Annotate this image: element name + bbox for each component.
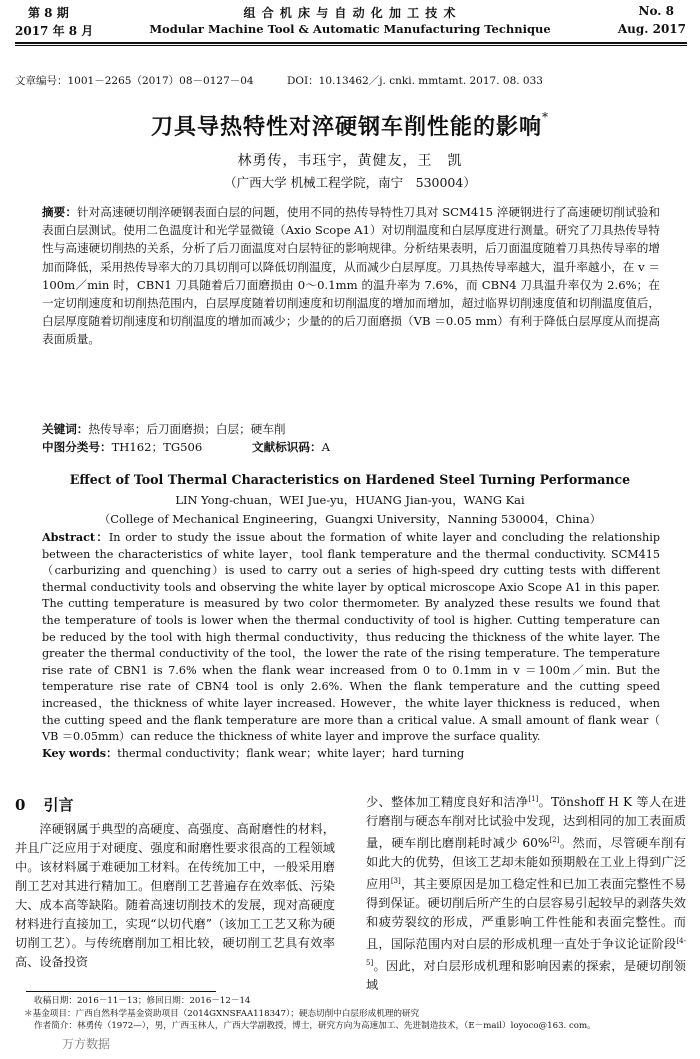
footnote-author: 作者简介：林勇传（1972—），男，广西玉林人，广西大学副教授，博士，研究方向为高速加工、先进制造技术，（E－mail）loyoco@163. com。: [34, 1021, 596, 1032]
article-number: 文章编号：1001－2265（2017）08－0127－04: [15, 75, 254, 87]
abstract-cn-text: 针对高速硬切削淬硬钢表面白层的问题，使用不同的热传导特性刀具对 SCM415 淬硬钢进行了高速硬切削试验和表面白层测试。使用二色温度计和光学显微镜（Axio Scope A1）对切削温度和白层厚度进行测量。研究了刀具热传导特性与高速硬切削热的关系，分析了后刀面温度对白层特征的影响规律。分析结果表明，后刀面温度随着刀具热传导率的增加而降低，采用热传导率大的刀具切削可以降低切削温度，从而减少白层厚度。刀具热传导率越大，温升率越小，在 v ＝100m／min 时，CBN1 刀具随着后刀面磨损由 0～0.1mm 的温升率为 7.6%，而 CBN4 刀具温升率仅为 2.6%；在一定切削速度和切削热范围内，白层厚度随着切削速度和切削温度的增加而增加，超过临界切削速度值和切削温度值后，白层厚度随着切削速度和切削温度的增加而减少；少量的的后刀面磨损（VB ＝0.05 mm）有利于降低白层厚度从而提高表面质量。: [42, 205, 660, 347]
authors-cn: 林勇传，韦珏宇，黄健友，王 凯: [237, 153, 463, 169]
body-column-right: 少、整体加工精度良好和洁净[1]。Tönshoff H K 等人在进行磨削与硬态车削对比试验中发现，达到相同的加工表面质量，硬车削比磨削耗时减少 60%[2]。然而，尽管硬车削有如此大的优势，但该工艺却未能如预期般在工业上得到广泛应用[3]，其主要原因是加工稳定性和已加工表面完整性不易得到保证。硬切削后所产生的白层容易引起较早的剥落失效和疲劳裂纹的形成，严重影响工件性能和表面完整性。而且，国际范围内对白层的形成机理一直处于争议论证阶段[4-5]。因此，对白层形成机理和影响因素的探索，是硬切削领域: [366, 795, 687, 993]
year-month-cn: 2017 年 8 月: [15, 24, 94, 38]
doi: DOI：10.13462／j. cnki. mmtamt. 2017. 08. 033: [287, 75, 543, 87]
keywords-en: Key words：thermal conductivity；flank wear；white layer；hard turning: [42, 746, 465, 760]
title-en: Effect of Tool Thermal Characteristics on Hardened Steel Turning Performance: [69, 472, 631, 487]
section-heading: 0 引言: [15, 796, 74, 814]
citation-3: [3]: [390, 877, 401, 886]
authors-en: LIN Yong-chuan，WEI Jue-yu，HUANG Jian-you，WANG Kai: [175, 493, 525, 507]
title-cn: 刀具导热特性对淬硬钢车削性能的影响*: [150, 110, 549, 140]
date-en: Aug. 2017: [617, 22, 686, 36]
citation-2: [2]: [549, 836, 560, 845]
citation-1: [1]: [528, 795, 539, 803]
body-column-left: 淬硬钢属于典型的高硬度、高强度、高耐磨性的材料，并且广泛应用于对硬度、强度和耐磨性要求很高的工程领域中。该材料属于难硬加工材料。在传统加工中，一般采用磨削工艺对其进行精加工。但磨削工艺普遍存在效率低、污染大、成本高等缺陷。随着高速切削技术的发展，现对高硬度材料进行直接加工，实现“以切代磨”（该加工工艺又称为硬切削工艺）。与传统磨削加工相比较，硬切削工艺具有效率高、设备投资: [15, 822, 335, 969]
affiliation-en: （College of Mechanical Engineering，Guangxi University，Nanning 530004，China）: [98, 512, 602, 526]
header-rule: [15, 42, 687, 44]
header-rule-thin: [15, 45, 687, 46]
classification-cn: 中图分类号：TH162；TG506: [42, 440, 203, 454]
footnote-fund: ＊基金项目：广西自然科学基金资助项目（2014GXNSFAA118347）；硬态切削中白层形成机理的研究: [24, 1008, 420, 1019]
document-code-cn: 文献标识码：A: [252, 440, 330, 454]
journal-name-en: Modular Machine Tool & Automatic Manufacturing Technique: [149, 22, 551, 36]
footnotes: [24, 995, 684, 1033]
abstract-cn-label: 摘要：: [42, 205, 77, 219]
issue-en: No. 8: [638, 4, 674, 18]
abstract-en-label: Abstract：: [42, 530, 109, 544]
keywords-cn: 关键词：热传导率；后刀面磨损；白层；硬车削: [42, 422, 286, 436]
watermark: 万方数据: [62, 1037, 111, 1051]
journal-name-cn: 组 合 机 床 与 自 动 化 加 工 技 术: [243, 6, 457, 20]
abstract-en: [42, 529, 660, 746]
citation-4-5: [4-5]: [366, 937, 686, 968]
footnote-rule: [26, 991, 216, 992]
abstract-en-text: In order to study the issue about the formation of white layer and concluding the relationship between the characteristics of white layer，tool flank temperature and the thermal conductivity. SCM415（carburizing and quenching）is used to carry out a series of high-speed dry cutting tests with different thermal conductivity tools and observing the white layer by optical microscope Axio Scope A1 in this paper. The cutting temperature is measured by two color thermometer. By analyzed these results we found that the temperature of tools is lower when the thermal conductivity of tool is higher. Cutting temperature can be reduced by the tool with high thermal conductivity，thus reducing the thickness of the white layer. The greater the thermal conductivity of the tool，the lower the rate of the rising temperature. The temperature rise rate of CBN1 is 7.6% when the flank wear increased from 0 to 0.1mm in v ＝100m／min. But the temperature rise rate of CBN4 tool is only 2.6%. When the flank temperature and the cutting speed increased，the thickness of white layer increased. However，the white layer thickness is reduced，when the cutting speed and the flank temperature are more than a critical value. A small amount of flank wear（ VB ＝0.05mm）can reduce the thickness of white layer and improve the surface quality.: [42, 531, 660, 744]
abstract-cn: [42, 203, 660, 349]
footnote-received: 收稿日期：2016－11－13；修回日期：2016－12－14: [34, 996, 251, 1006]
affiliation-cn: （广西大学 机械工程学院，南宁 530004）: [224, 175, 476, 190]
issue-cn: 第 8 期: [28, 6, 69, 20]
